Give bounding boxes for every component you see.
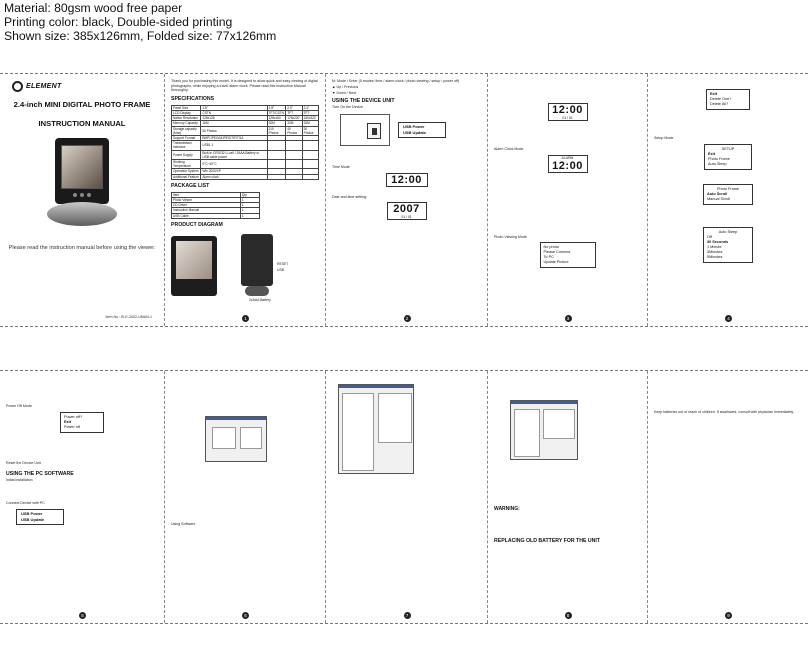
connect-heading: Connect Device with PC: [6, 500, 45, 505]
cover-note: Please read the instruction manual before using the viewer.: [8, 245, 156, 251]
specs-panel: [165, 74, 326, 326]
spec-row: [172, 126, 319, 135]
spec-cell: 2.4": [302, 105, 318, 110]
alarm-heading: Alarm Clock Mode: [494, 147, 524, 151]
power-off-line: Exit: [64, 419, 71, 424]
page-number: 1: [242, 315, 249, 322]
spec-cell: [286, 174, 302, 179]
no-photo-line: No photo: [543, 245, 559, 250]
year-lcd-date: 01 / 01: [401, 215, 412, 220]
cover-title: 2.4-inch MINI DIGITAL PHOTO FRAME: [13, 100, 151, 109]
spec-cell: 2.0": [286, 105, 302, 110]
auto-sleep-menu-item: 30 Seconds: [707, 239, 729, 244]
manual-sheet-front: [0, 73, 808, 327]
spec-cell: 110 Photos: [267, 126, 286, 135]
package-table: [171, 192, 260, 219]
package-cell: 1: [240, 198, 259, 203]
page-number: 5: [79, 612, 86, 619]
spec-cell: [286, 141, 302, 150]
usb-menu-box-2: [16, 509, 64, 525]
no-photo-line: Update Picture: [543, 260, 569, 265]
package-heading: PACKAGE LIST: [171, 182, 210, 189]
usb-menu-box: [398, 122, 446, 138]
spec-cell: [286, 160, 302, 169]
delete-menu-item: Delete All?: [710, 102, 729, 106]
spec-cell: 32M: [286, 121, 302, 126]
spec-printing: Printing color: black, Double-sided printing: [4, 15, 233, 29]
auto-sleep-menu-item: 1 Minute: [707, 244, 722, 249]
alarm-lcd: [548, 155, 588, 173]
photo-frame-menu-title: Photo Frame: [717, 186, 739, 191]
auto-sleep-menu-item: Off: [707, 234, 712, 239]
page-number: 8: [565, 612, 572, 619]
spec-cell: 176x220: [286, 116, 302, 121]
usb-power-option: USB Power: [403, 123, 425, 129]
page-number: 6: [242, 612, 249, 619]
package-cell: Qty: [240, 192, 259, 197]
software-panel-a: [165, 371, 326, 623]
spec-cell: Transmission Interface: [172, 141, 201, 150]
photo-frame-illustration: [47, 138, 117, 230]
spec-row: [172, 150, 319, 159]
spec-cell: 30 Photos: [302, 126, 318, 135]
spec-material: Material: 80gsm wood free paper: [4, 1, 183, 15]
spec-cell: LCD Display: [172, 110, 201, 115]
year-lcd-value: 2007: [393, 203, 420, 216]
package-cell: CD Driver: [172, 203, 241, 208]
spec-size: Shown size: 385x126mm, Folded size: 77x126mm: [4, 29, 277, 43]
time-mode-heading: Time Mode: [332, 164, 350, 169]
usb-connection-illustration: [340, 114, 390, 146]
spec-cell: Working Temperature: [172, 160, 201, 169]
photo-frame-menu-box: [703, 184, 753, 205]
modes-text: M: Mode / Enter (5 modes: time / alarm clock / photo viewing / setup / power off): [332, 79, 460, 83]
reset-heading: Reset the Device Unit: [6, 460, 41, 465]
spec-cell: [267, 160, 286, 169]
power-off-panel: [0, 371, 165, 623]
software-window-figure: [338, 384, 414, 474]
pc-screen-figure: [205, 416, 267, 462]
setup-menu-item: Exit: [708, 151, 715, 156]
pc-software-heading: USING THE PC SOFTWARE: [6, 471, 74, 478]
no-photo-line: To PC: [543, 255, 554, 260]
spec-row: [172, 141, 319, 150]
software-panel-c: [488, 371, 648, 623]
package-cell: 1: [240, 203, 259, 208]
usb-update-option: USB Update: [403, 129, 427, 135]
no-photo-box: [540, 242, 596, 268]
package-cell: USB Cable: [172, 213, 241, 218]
spec-cell: 128x160: [267, 116, 286, 121]
spec-cell: Alarm clock: [201, 174, 267, 179]
installation-heading: Initial Installation: [6, 478, 33, 483]
delete-menu-item: Delete One?: [710, 97, 732, 101]
alarm-photo-panel: [488, 74, 648, 326]
spec-cell: TFT: [286, 110, 302, 115]
delete-menu-box: [706, 89, 750, 110]
spec-cell: USB1.1: [201, 141, 267, 150]
spec-cell: CSTN: [201, 110, 267, 115]
power-off-heading: Power Off Mode: [6, 404, 32, 408]
setup-menu-box: [704, 144, 752, 170]
setup-menu-item: Auto Sleep: [708, 161, 727, 166]
spec-cell: 40 Photos: [286, 126, 302, 135]
spec-cell: Power Supply: [172, 150, 201, 159]
software-panel-b: [326, 371, 488, 623]
spec-row: [172, 160, 319, 169]
up-text: ▲ Up / Previous: [332, 84, 359, 89]
clock-lcd: [548, 103, 588, 121]
auto-sleep-menu-title: Auto Sleep: [718, 229, 738, 234]
using-device-panel: [326, 74, 488, 326]
using-software-heading: Using Software: [171, 522, 196, 526]
photo-frame-menu-item: Manual Scroll: [707, 196, 731, 201]
setup-panel: [648, 74, 808, 326]
auto-sleep-menu-box: [703, 227, 753, 263]
page-number: 2: [404, 315, 411, 322]
power-off-box: [60, 412, 104, 433]
package-row: [172, 213, 260, 218]
cover-subtitle: INSTRUCTION MANUAL: [38, 119, 126, 128]
spec-cell: 50 Photos: [201, 126, 267, 135]
date-setting-heading: Date and time setting:: [332, 194, 367, 199]
alarm-lcd-label: ALARM: [561, 155, 574, 160]
auto-sleep-menu-item: 5Minutes: [707, 254, 723, 259]
spec-cell: [302, 141, 318, 150]
time-lcd-value: 12:00: [391, 173, 422, 186]
keep-away-text: Keep batteries out of reach of children. If swallowed, consult with physician immediately.: [654, 410, 794, 414]
setup-heading: Setup Mode: [654, 136, 674, 140]
page-number: 3: [565, 315, 572, 322]
spec-cell: [267, 141, 286, 150]
specifications-table: [171, 105, 319, 180]
time-lcd: [386, 173, 428, 187]
package-cell: Item: [172, 192, 241, 197]
spec-cell: 240x320: [302, 116, 318, 121]
spec-cell: 16M: [201, 121, 267, 126]
spec-cell: Panel Size: [172, 105, 201, 110]
using-device-heading: USING THE DEVICE UNIT: [332, 98, 395, 105]
battery-heading: REPLACING OLD BATTERY FOR THE UNIT: [494, 538, 600, 544]
usb-power-option: USB Power: [21, 511, 43, 517]
brand-name: ELEMENT: [26, 83, 62, 90]
download-window-figure: [510, 400, 578, 460]
spec-cell: [302, 160, 318, 169]
spec-row: [172, 174, 319, 179]
year-lcd: [387, 202, 427, 220]
spec-cell: TFT/CSTN: [268, 110, 284, 115]
package-cell: Photo Viewer: [172, 198, 241, 203]
power-off-line: Power off: [64, 424, 80, 429]
spec-cell: 1.5": [201, 105, 267, 110]
photo-frame-menu-item: Auto Scroll: [707, 191, 728, 196]
cover-panel: [0, 74, 165, 326]
spec-cell: [302, 150, 318, 159]
item-number: Item No.: ELE-2002-UMAN-1: [105, 315, 152, 319]
spec-cell: BMP/JPEG/MJPEG/TIF/TGA: [201, 136, 267, 141]
spec-cell: Built-in CR2032 Li-cell / 3AAA Battery or USB cable power: [201, 150, 267, 159]
reset-label: RESET: [277, 261, 289, 266]
alarm-lcd-time: 12:00: [552, 159, 583, 172]
battery-label: 2xAAA Battery: [249, 297, 271, 302]
spec-cell: TFT: [302, 110, 318, 115]
spec-cell: Support Format: [172, 136, 201, 141]
product-diagram: [171, 232, 291, 302]
spec-cell: [267, 174, 286, 179]
spec-cell: [267, 150, 286, 159]
spec-cell: 32M: [267, 121, 286, 126]
package-cell: 1: [240, 213, 259, 218]
power-off-line: Power off?: [64, 414, 83, 419]
battery-panel: [648, 371, 808, 623]
spec-cell: 128x128: [201, 116, 267, 121]
spec-cell: Memory Capacity: [172, 121, 201, 126]
spec-cell: Win 2000/XP: [201, 169, 267, 174]
intro-text: Thank you for purchasing this model. It is designed to allow quick and easy viewing of digital photographs, while enjoying a travel alarm clock. Please read this Instruction Manual thoroughly.: [171, 79, 318, 93]
spec-cell: Operation System: [172, 169, 201, 174]
down-text: ▼ Down / Next: [332, 90, 357, 95]
spec-cell: 32M: [302, 121, 318, 126]
clock-lcd-date: 01 / 01: [562, 116, 573, 120]
setup-menu-title: SETUP: [721, 146, 735, 151]
page-number: 7: [404, 612, 411, 619]
no-photo-line: Please Connect: [543, 250, 571, 255]
setup-menu-item: Photo Frame: [708, 156, 730, 161]
package-cell: Instruction Manual: [172, 208, 241, 213]
spec-cell: 0°C~40°C: [201, 160, 267, 169]
manual-sheet-back: [0, 370, 808, 624]
spec-cell: [302, 174, 318, 179]
spec-cell: Additional Feature: [173, 174, 199, 179]
spec-cell: Native Resolution: [172, 116, 201, 121]
package-cell: 1: [240, 208, 259, 213]
spec-cell: [286, 150, 302, 159]
photo-viewing-heading: Photo Viewing Mode: [494, 234, 527, 239]
diagram-heading: PRODUCT DIAGRAM: [171, 221, 223, 228]
brand-ring-icon: [12, 81, 23, 92]
usb-update-option: USB Update: [21, 517, 45, 523]
spec-cell: Storage capacity (Max): [172, 126, 201, 135]
clock-lcd-time: 12:00: [552, 104, 583, 116]
brand-logo: [12, 81, 158, 92]
turn-on-text: Turn On the Device: [332, 105, 364, 110]
specifications-heading: SPECIFICATIONS: [171, 95, 215, 102]
delete-menu-item: Exit: [710, 92, 717, 96]
spec-cell: 1.8": [267, 105, 286, 110]
warning-heading: WARNING:: [494, 506, 520, 512]
page-number: 4: [725, 315, 732, 322]
usb-label: USB: [277, 267, 284, 272]
auto-sleep-menu-item: 3Minutes: [707, 249, 723, 254]
page-number: 9: [725, 612, 732, 619]
